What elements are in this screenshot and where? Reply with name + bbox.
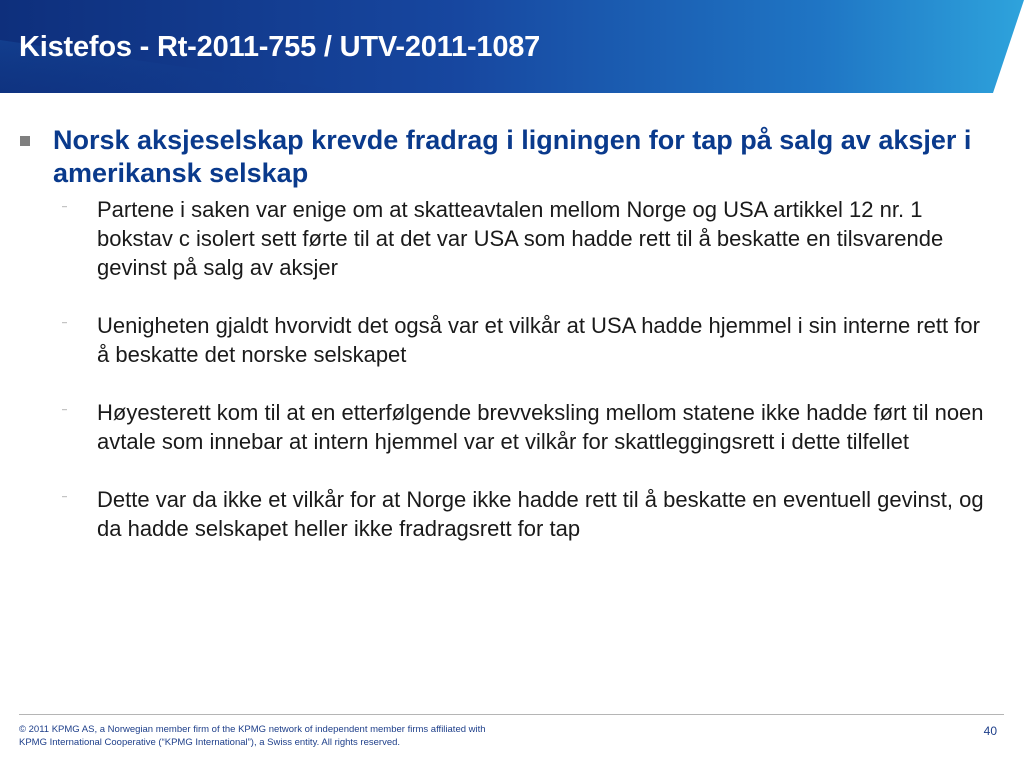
sub-bullet-item: [0, 398, 1024, 456]
header-band: [0, 0, 1024, 93]
sub-bullet-text: Partene i saken var enige om at skatteavtalen mellom Norge og USA artikkel 12 nr. 1 bokstav c isolert sett førte til at det var USA som hadde rett til å beskatte en tilsvarende gevinst på salg av aksjer: [97, 197, 944, 280]
dash-bullet-icon: –: [62, 201, 68, 211]
slide-title: Kistefos - Rt-2011-755 / UTV-2011-1087: [19, 31, 541, 63]
footer-copyright: [19, 723, 486, 749]
footer-copyright-line: © 2011 KPMG AS, a Norwegian member firm of the KPMG network of independent member firms affiliated with: [19, 724, 486, 735]
dash-bullet-icon: –: [62, 491, 68, 501]
sub-bullet-text: Høyesterett kom til at en etterfølgende brevveksling mellom statene ikke hadde ført til noen avtale som innebar at intern hjemmel var et vilkår for skattleggingsrett i dette tilfellet: [97, 400, 984, 454]
footer-copyright-line: KPMG International Cooperative (“KPMG International”), a Swiss entity. All rights reserved.: [19, 737, 401, 748]
dash-bullet-icon: –: [62, 317, 68, 327]
page-number: 40: [983, 724, 997, 738]
sub-bullet-item: [0, 485, 1024, 543]
sub-bullet-text: Uenigheten gjaldt hvorvidt det også var et vilkår at USA hadde hjemmel i sin interne rett for å beskatte det norske selskapet: [97, 313, 980, 367]
main-bullet: [0, 124, 1024, 190]
square-bullet-icon: [20, 136, 30, 146]
footer-divider: [19, 714, 1004, 715]
sub-bullet-list: [0, 195, 1024, 543]
sub-bullet-text: Dette var da ikke et vilkår for at Norge ikke hadde rett til å beskatte en eventuell gevinst, og da hadde selskapet heller ikke fradragsrett for tap: [97, 487, 984, 541]
sub-bullet-item: [0, 311, 1024, 369]
dash-bullet-icon: –: [62, 404, 68, 414]
sub-bullet-item: [0, 195, 1024, 282]
slide-content: [0, 124, 1024, 572]
main-bullet-text: Norsk aksjeselskap krevde fradrag i ligningen for tap på salg av aksjer i amerikansk selskap: [53, 125, 972, 188]
